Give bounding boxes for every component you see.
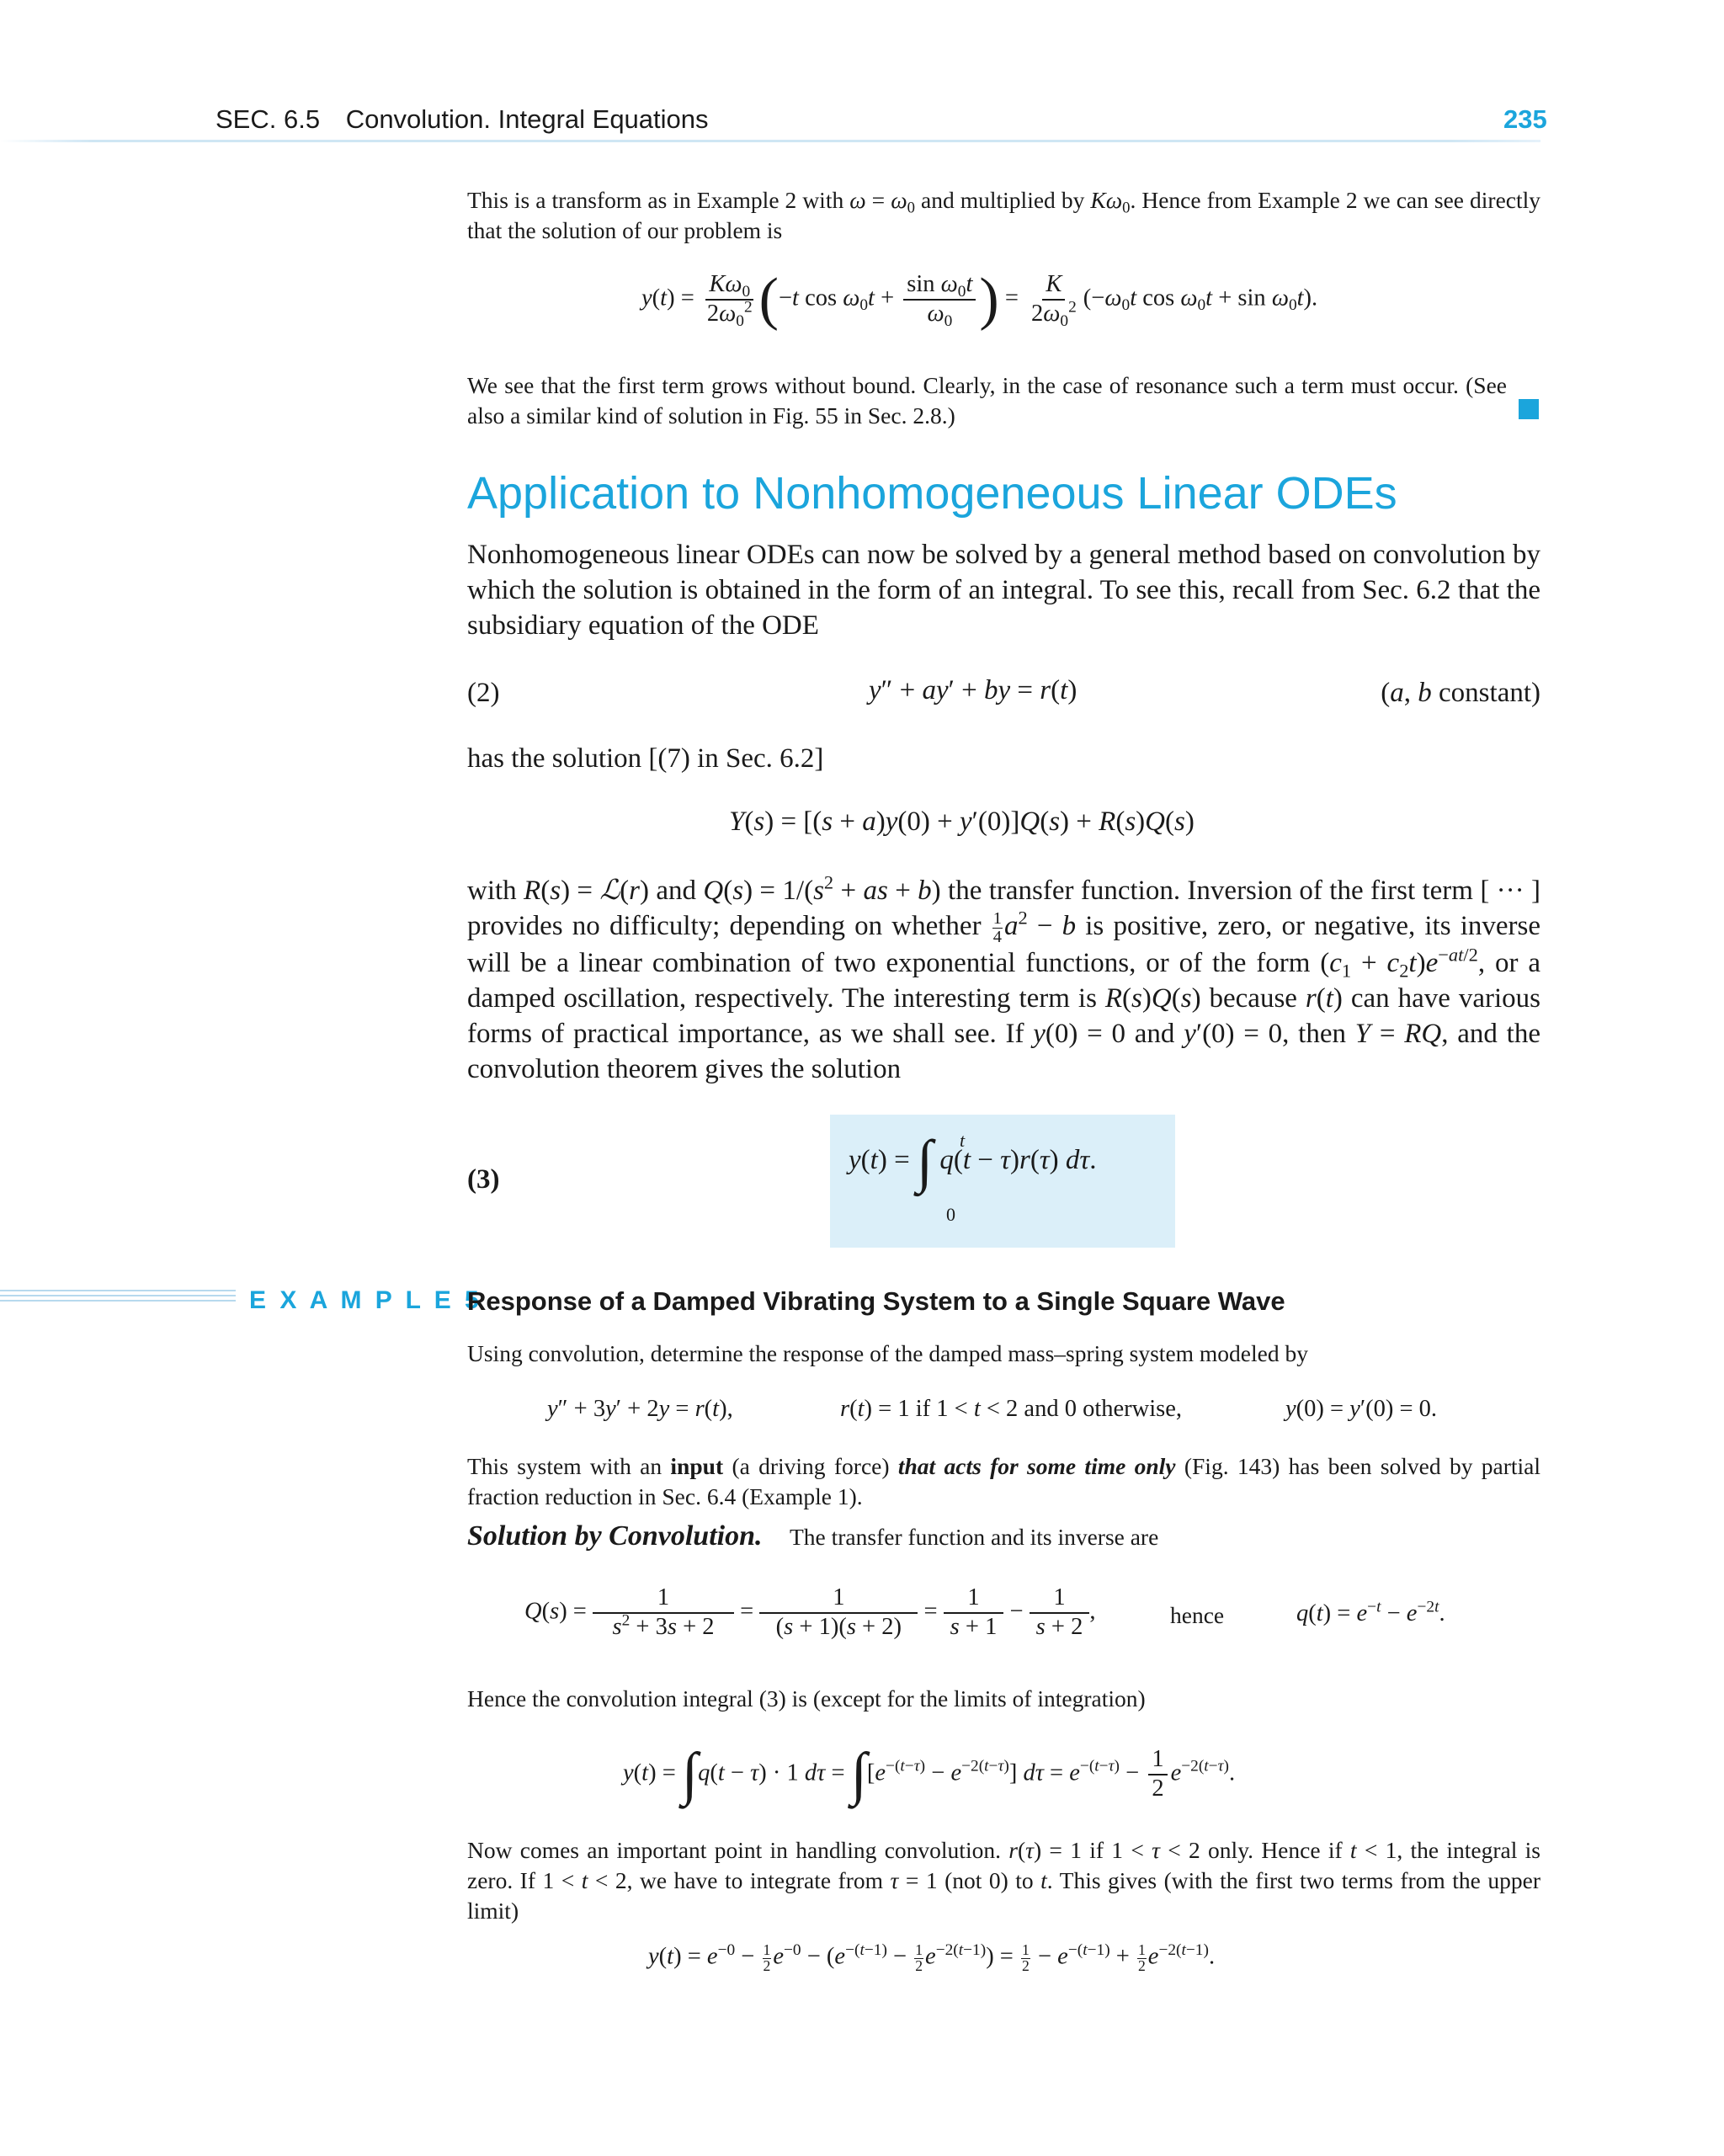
solution-line [467,1520,1158,1552]
example-paragraph-1: Using convolution, determine the response of the damped mass–spring system modeled by [467,1340,1308,1366]
intro-text-3: . Hence from Example 2 we can see directly that the solution of our problem is [467,187,1541,243]
equation-2-note: (a, b constant) [1381,678,1540,708]
section-number: SEC. 6.5 [216,104,321,134]
example-ode: y″ + 3y′ + 2y = r(t), [547,1396,733,1422]
hence-word: hence [1170,1602,1225,1628]
running-header [216,104,709,135]
intro-text-2: and multiplied by [921,187,1085,213]
section-title: Application to Nonhomogeneous Linear ODEs [467,468,1397,519]
equation-final-solution: $y(t) = e^{-0}$ − $\frac{1}{2}$ $e^{-0} - (e^{-(t-1)}$ − $\frac{1}{2}$ $e^{-2(t-1)}$) = $\frac{1}{2}$ − $e^{-(t-1)}$ + $\frac{1}{2}$ $e^{-2(t-1)}$. [648,1941,1216,1974]
intro-paragraph-2: We see that the first term grows without bound. Clearly, in the case of resonance such a term must occur. (See also a similar kind of solution in Fig. 55 in Sec. 2.8.) [467,372,1507,429]
equation-3-box [830,1115,1175,1248]
example-paragraph-2 [467,1451,1540,1512]
header-rule [0,140,1540,142]
example-initial-conditions: y(0) = y′(0) = 0. [1285,1396,1438,1422]
example-rule [0,1290,236,1308]
example-title: Response of a Damped Vibrating System to a Single Square Wave [467,1286,1285,1316]
section-paragraph-3: with R(s) = ℒ(r) and $Q(s) = 1/(s^2$ + as + b) the transfer function. Inversion of the first term [ ··· ] provides no difficulty; depending on whether $\frac{1}{4}$ $a^2 - b$ is positive, zero, or negative, its inverse will be a linear combination of two exponential functions, or of the form $(c_1 + c_2t)e^{-at/2}$, or a damped oscillation, respectively. The interesting term is R(s)Q(s) because r(t) can have various forms of practical importance, as we shall see. If y(0) = 0 and y′(0) = 0, then Y = RQ, and the convolution theorem gives the solution [467,871,1541,1085]
example-label: E X A M P L E 5 [249,1286,482,1314]
equation-3: y(t) = ∫ t 0 q(t − τ)r(τ) dτ. [849,1129,1097,1225]
equation-3-label: (3) [467,1164,500,1195]
equation-2-label: (2) [467,678,500,708]
intro-paragraph: This is a transform as in Example 2 with $\omega = \omega_0$ and multiplied by $K\omega_0$. Hence from Example 2 we can see directly that the solution of our problem is [467,187,1541,243]
chapter-title: Convolution. Integral Equations [345,104,709,134]
solution-text: The transfer function and its inverse are [790,1524,1159,1550]
page-number: 235 [1503,104,1547,134]
solution-heading: Solution by Convolution. [467,1520,763,1552]
example-p2-text-a: This system with an [467,1453,662,1479]
example-p4-end: upper limit) [467,1867,1540,1924]
equation-inverse-transfer: $q(t) = e^{-t} - e^{-2t}$. [1296,1598,1445,1626]
section-paragraph-2: has the solution [(7) in Sec. 6.2] [467,743,824,774]
equation-resonance-solution: y(t) = $\frac{K\omega_0}{2\omega_0^2}$ (−t $\cos \omega_0t$ + $\frac{\sin \omega_0t}{\omega_0}$ ) = $\frac{K}{2\omega_0^2}$ ($-\omega_0t$ $\cos \omega_0t + \sin \omega_0t$). [641,266,1318,332]
example-paragraph-4: Now comes an important point in handling convolution. r(τ) = 1 if 1 < τ < 2 only. Hence if t < 1, the integral is zero. If 1 < t < 2, we have to integrate from τ = 1 (not 0) to t. This gives (with the first two terms from the upper limit) [467,1837,1541,1924]
intro-text-1: This is a transform as in Example 2 with [467,187,844,213]
example-paragraph-3: Hence the convolution integral (3) is (except for the limits of integration) [467,1685,1146,1711]
end-of-example-square [1519,399,1539,419]
equation-subsidiary-solution: Y(s) = [(s + a)y(0) + y′(0)]Q(s) + R(s)Q(s) [729,807,1195,837]
example-p2-emphasis: that acts for some time only [897,1453,1176,1479]
example-p2-text-b: (a driving force) [732,1453,890,1479]
example-input: r(t) = 1 if 1 < t < 2 and 0 otherwise, [840,1396,1183,1422]
example-p2-input: input [670,1453,724,1479]
equation-transfer-function: Q(s) = $\frac{1}{s^2 + 3s + 2}$ = $\frac{1}{(s + 1)(s + 2)}$ = $\frac{1}{s + 1}$ − $\frac{1}{s + 2}$ , [524,1584,1096,1640]
example-p2-text-c: (Fig. 143) has been solved by partial fraction reduction in Sec. 6.4 (Example 1). [467,1453,1541,1509]
equation-convolution-integral: y(t) = ∫q(t − τ) · 1 $d\tau = \int[e^{-(t-\tau)} - e^{-2(t-\tau)}] d\tau = e^{-(t-\tau)}$ − $\frac{1}{2}$ $e^{-2(t-\tau)}$. [623,1741,1236,1807]
equation-2: y″ + ay′ + by = r(t) [869,675,1078,705]
section-paragraph-1: Nonhomogeneous linear ODEs can now be solved by a general method based on convolution by which the solution is obtained in the form of an integral. To see this, recall from Sec. 6.2 that the subsidiary equation of the ODE [467,540,1540,641]
